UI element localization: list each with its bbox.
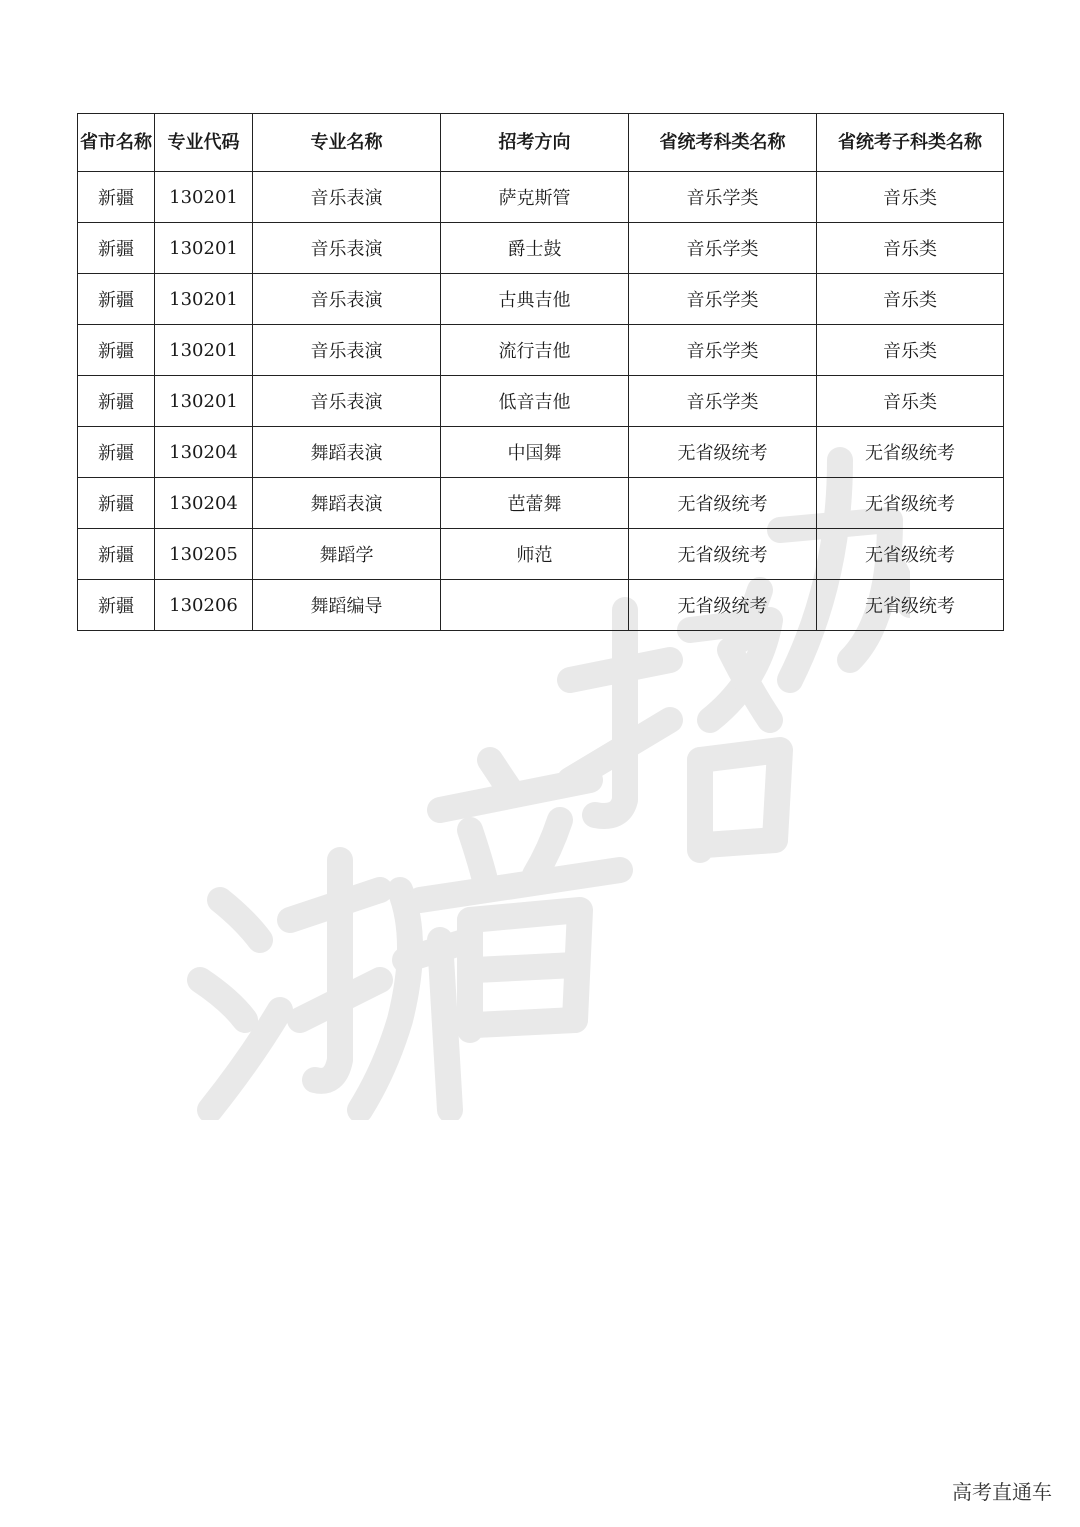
cell-exam-subcategory: 无省级统考 [817, 427, 1004, 478]
footer-brand: 高考直通车 [952, 1480, 1052, 1504]
cell-province: 新疆 [78, 223, 155, 274]
cell-exam-category: 音乐学类 [629, 376, 817, 427]
cell-exam-category: 无省级统考 [629, 427, 817, 478]
majors-table [77, 113, 1004, 631]
cell-major-name: 音乐表演 [253, 172, 441, 223]
cell-major-name: 音乐表演 [253, 376, 441, 427]
cell-exam-category: 音乐学类 [629, 325, 817, 376]
cell-exam-subcategory: 无省级统考 [817, 478, 1004, 529]
cell-exam-category: 无省级统考 [629, 478, 817, 529]
cell-major-name: 舞蹈学 [253, 529, 441, 580]
cell-direction: 中国舞 [441, 427, 629, 478]
cell-major-code: 130206 [155, 580, 253, 631]
header-exam-subcategory: 省统考子科类名称 [817, 114, 1004, 172]
cell-province: 新疆 [78, 172, 155, 223]
cell-direction: 芭蕾舞 [441, 478, 629, 529]
cell-province: 新疆 [78, 580, 155, 631]
header-major-name: 专业名称 [253, 114, 441, 172]
cell-direction: 低音吉他 [441, 376, 629, 427]
cell-major-name: 音乐表演 [253, 325, 441, 376]
cell-exam-category: 音乐学类 [629, 223, 817, 274]
cell-province: 新疆 [78, 529, 155, 580]
cell-major-code: 130201 [155, 274, 253, 325]
cell-major-name: 音乐表演 [253, 223, 441, 274]
table-row [78, 478, 1004, 529]
cell-exam-category: 无省级统考 [629, 529, 817, 580]
table-row [78, 529, 1004, 580]
cell-major-code: 130201 [155, 172, 253, 223]
table-row [78, 427, 1004, 478]
cell-exam-subcategory: 无省级统考 [817, 529, 1004, 580]
table-row [78, 376, 1004, 427]
cell-direction: 流行吉他 [441, 325, 629, 376]
cell-province: 新疆 [78, 376, 155, 427]
cell-exam-subcategory: 无省级统考 [817, 580, 1004, 631]
table-row [78, 172, 1004, 223]
cell-exam-category: 音乐学类 [629, 172, 817, 223]
cell-exam-subcategory: 音乐类 [817, 274, 1004, 325]
cell-major-code: 130205 [155, 529, 253, 580]
header-province: 省市名称 [78, 114, 155, 172]
cell-direction: 爵士鼓 [441, 223, 629, 274]
header-row [78, 114, 1004, 172]
cell-exam-subcategory: 音乐类 [817, 325, 1004, 376]
cell-major-code: 130204 [155, 427, 253, 478]
table-row [78, 274, 1004, 325]
cell-major-code: 130201 [155, 325, 253, 376]
table-header [78, 114, 1004, 172]
table-row [78, 325, 1004, 376]
cell-province: 新疆 [78, 325, 155, 376]
table-row [78, 580, 1004, 631]
table-row [78, 223, 1004, 274]
cell-province: 新疆 [78, 478, 155, 529]
cell-major-code: 130201 [155, 376, 253, 427]
cell-major-name: 音乐表演 [253, 274, 441, 325]
cell-major-name: 舞蹈表演 [253, 427, 441, 478]
cell-direction [441, 580, 629, 631]
cell-province: 新疆 [78, 274, 155, 325]
cell-major-code: 130204 [155, 478, 253, 529]
cell-major-code: 130201 [155, 223, 253, 274]
cell-exam-category: 无省级统考 [629, 580, 817, 631]
header-direction: 招考方向 [441, 114, 629, 172]
cell-direction: 师范 [441, 529, 629, 580]
cell-exam-subcategory: 音乐类 [817, 172, 1004, 223]
cell-major-name: 舞蹈表演 [253, 478, 441, 529]
cell-major-name: 舞蹈编导 [253, 580, 441, 631]
cell-province: 新疆 [78, 427, 155, 478]
header-exam-category: 省统考科类名称 [629, 114, 817, 172]
cell-exam-category: 音乐学类 [629, 274, 817, 325]
cell-direction: 萨克斯管 [441, 172, 629, 223]
header-major-code: 专业代码 [155, 114, 253, 172]
table-body [78, 172, 1004, 631]
cell-exam-subcategory: 音乐类 [817, 223, 1004, 274]
cell-direction: 古典吉他 [441, 274, 629, 325]
cell-exam-subcategory: 音乐类 [817, 376, 1004, 427]
